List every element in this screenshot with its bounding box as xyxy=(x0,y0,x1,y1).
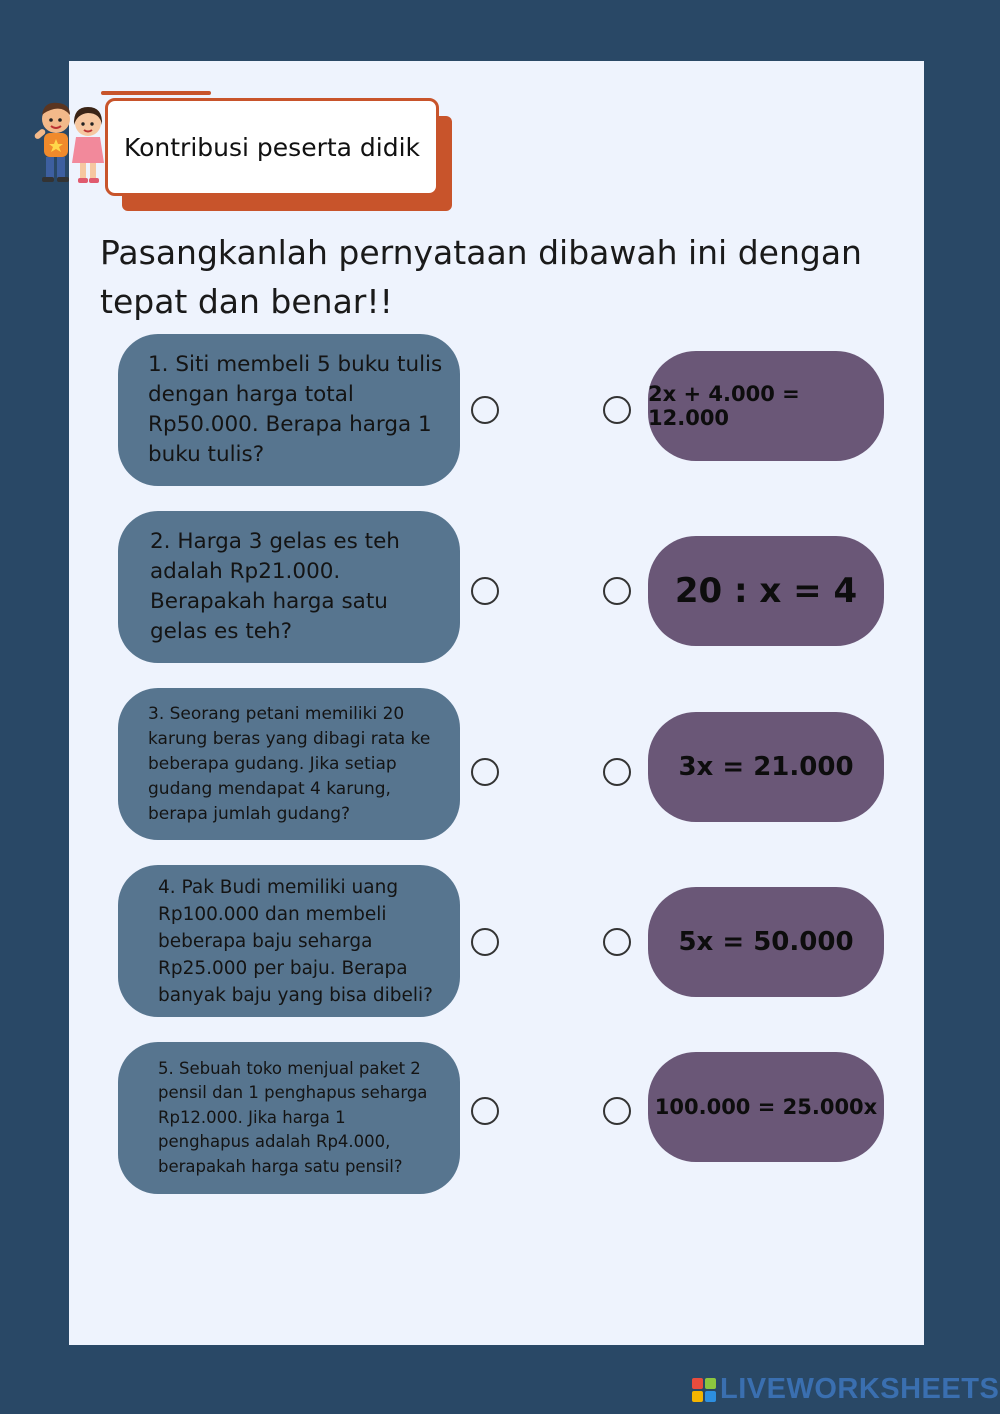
question-card xyxy=(118,511,460,663)
question-match-dot[interactable] xyxy=(471,928,499,956)
section-badge xyxy=(105,98,439,196)
question-match-dot[interactable] xyxy=(471,758,499,786)
question-match-dot[interactable] xyxy=(471,577,499,605)
liveworksheets-wordmark: LIVEWORKSHEETS xyxy=(720,1373,1000,1405)
answer-match-dot[interactable] xyxy=(603,928,631,956)
answer-card xyxy=(648,1052,884,1162)
question-match-dot[interactable] xyxy=(471,396,499,424)
question-text: 2. Harga 3 gelas es teh adalah Rp21.000. Berapakah harga satu gelas es teh? xyxy=(150,529,400,644)
question-card xyxy=(118,865,460,1017)
question-text: 5. Sebuah toko menjual paket 2 pensil dan 1 penghapus seharga Rp12.000. Jika harga 1 penghapus adalah Rp4.000, berapakah harga satu pensil? xyxy=(158,1058,428,1176)
answer-text: 5x = 50.000 xyxy=(678,927,854,957)
section-badge-label: Kontribusi peserta didik xyxy=(123,132,421,162)
liveworksheets-brand xyxy=(692,1373,999,1406)
question-card xyxy=(118,1042,460,1194)
answer-text: 2x + 4.000 = 12.000 xyxy=(648,382,800,430)
liveworksheets-logo-icon xyxy=(692,1378,716,1402)
answer-text: 100.000 = 25.000x xyxy=(654,1095,878,1119)
badge-accent-line xyxy=(101,91,211,95)
question-card xyxy=(118,334,460,486)
question-text: 1. Siti membeli 5 buku tulis dengan harga total Rp50.000. Berapa harga 1 buku tulis? xyxy=(148,352,443,467)
answer-text: 3x = 21.000 xyxy=(678,752,854,782)
answer-card xyxy=(648,887,884,997)
question-text: 3. Seorang petani memiliki 20 karung beras yang dibagi rata ke beberapa gudang. Jika setiap gudang mendapat 4 karung, berapa jumlah gudang? xyxy=(148,703,431,824)
answer-match-dot[interactable] xyxy=(603,396,631,424)
question-card xyxy=(118,688,460,840)
answer-match-dot[interactable] xyxy=(603,758,631,786)
kids-illustration xyxy=(30,95,112,187)
instruction-text: Pasangkanlah pernyataan dibawah ini dengan tepat dan benar!! xyxy=(100,233,862,321)
answer-match-dot[interactable] xyxy=(603,1097,631,1125)
answer-card xyxy=(648,351,884,461)
question-match-dot[interactable] xyxy=(471,1097,499,1125)
question-text: 4. Pak Budi memiliki uang Rp100.000 dan membeli beberapa baju seharga Rp25.000 per baju. Berapa banyak baju yang bisa dibeli? xyxy=(158,876,433,1006)
answer-text: 20 : x = 4 xyxy=(674,571,858,611)
answer-card xyxy=(648,712,884,822)
answer-match-dot[interactable] xyxy=(603,577,631,605)
answer-card xyxy=(648,536,884,646)
